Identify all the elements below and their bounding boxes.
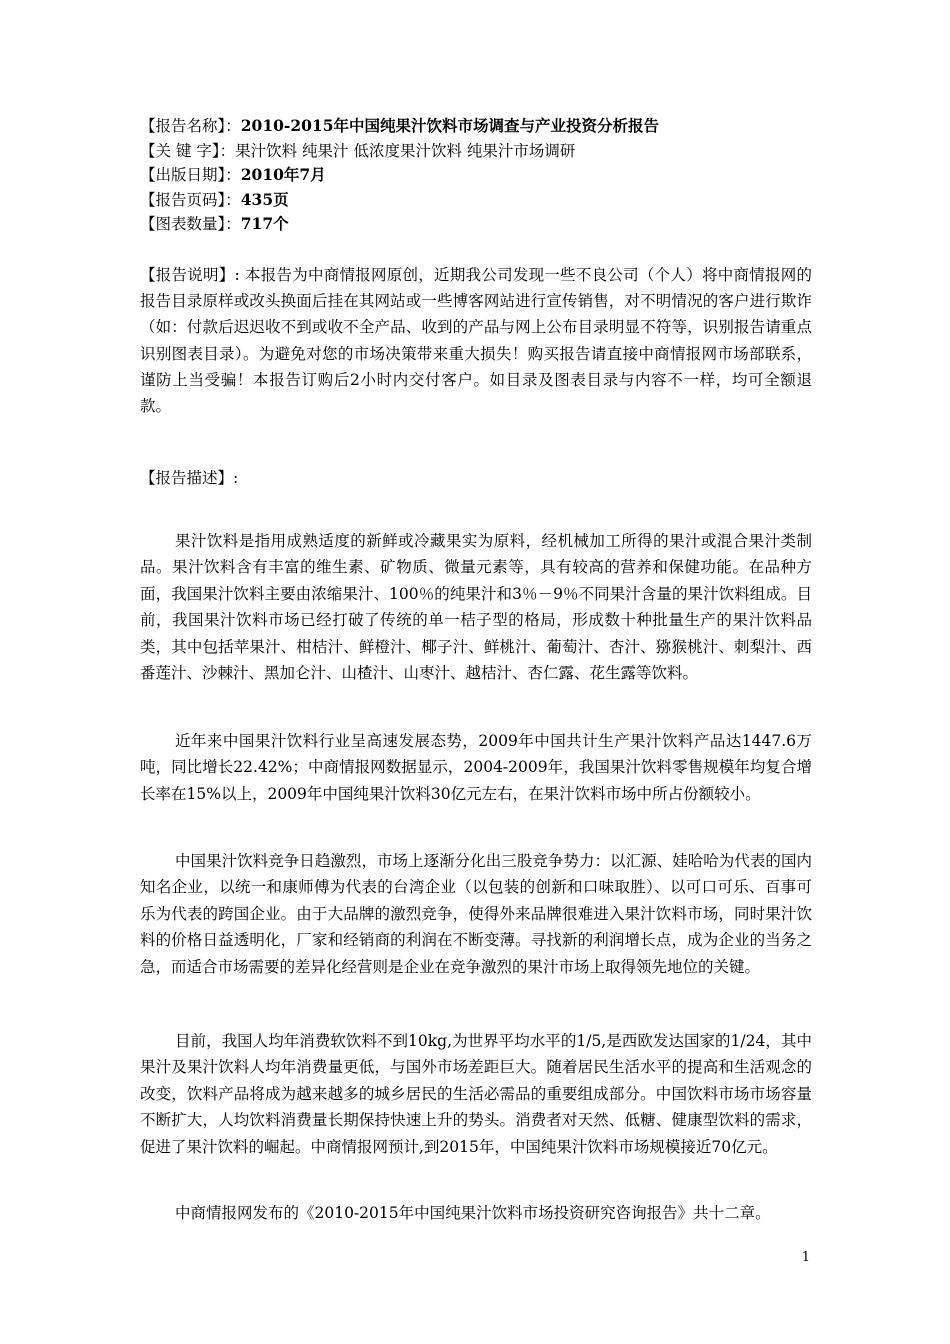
page-count-value: 435页	[240, 189, 289, 209]
page-number: 1	[801, 1250, 810, 1265]
keywords-label: 【关 键 字】：	[140, 141, 236, 160]
chart-count-value: 717个	[240, 214, 289, 233]
description-paragraph: 中国果汁饮料竞争日趋激烈，市场上逐渐分化出三股竞争势力：以汇源、娃哈哈为代表的国内知名企业，以统一和康师傅为代表的台湾企业（以包装的创新和口味取胜）、以可口可乐、百事可乐为代表的跨国企业。由于大品牌的激烈竞争，使得外来品牌很难进入果汁饮料市场，同时果汁饮料的价格日益透明化，厂家和经销商的利润在不断变薄。寻找新的利润增长点，成为企业的当务之急，而适合市场需要的差异化经营则是企业在竞争激烈的果汁市场上取得领先地位的关键。	[140, 851, 812, 976]
description-heading: 【报告描述】:	[140, 469, 239, 487]
report-name-value: 2010-2015年中国纯果汁饮料市场调查与产业投资分析报告	[240, 116, 659, 135]
report-notice: 【报告说明】: 本报告为中商情报网原创，近期我公司发现一些不良公司（个人）将中商情报网的报告目录原样或改头换面后挂在其网站或一些博客网站进行宣传销售，对不明情况的客户进行欺诈（如：付款后迟迟收不到或收不全产品、收到的产品与网上公布目录明显不符等，识别报告请重点识别图表目录）。为避免对您的市场决策带来重大损失！购买报告请直接中商情报网市场部联系，谨防上当受骗！本报告订购后2小时内交付客户。如目录及图表目录与内容不一样，均可全额退款。	[140, 266, 812, 416]
publish-date-row	[140, 163, 820, 188]
publish-date-label: 【出版日期】：	[140, 166, 241, 184]
description-paragraph: 近年来中国果汁饮料行业呈高速发展态势，2009年中国共计生产果汁饮料产品达1447.6万吨，同比增长22.42%；中商情报网数据显示，2004-2009年，我国果汁饮料零售规模年均复合增长率在15%以上，2009年中国纯果汁饮料30亿元左右，在果汁饮料市场中所占份额较小。	[140, 731, 812, 803]
page-count-row	[140, 188, 820, 213]
page-count-label: 【报告页码】：	[140, 190, 241, 209]
publish-date-value: 2010年7月	[240, 165, 326, 184]
chart-count-row	[140, 212, 820, 237]
report-name-row	[140, 114, 820, 139]
description-paragraph: 目前，我国人均年消费软饮料不到10kg,为世界平均水平的1/5,是西欧发达国家的1/24，其中果汁及果汁饮料人均年消费量更低，与国外市场差距巨大。随着居民生活水平的提高和生活观念的改变，饮料产品将成为越来越多的城乡居民的生活必需品的重要组成部分。中国饮料市场市场容量不断扩大，人均饮料消费量长期保持快速上升的势头。消费者对天然、低糖、健康型饮料的需求，促进了果汁饮料的崛起。中商情报网预计,到2015年，中国纯果汁饮料市场规模接近70亿元。	[140, 1031, 812, 1156]
report-name-label: 【报告名称】：	[140, 117, 241, 135]
keywords-row	[140, 139, 820, 164]
chart-count-label: 【图表数量】：	[140, 215, 241, 233]
description-paragraph: 果汁饮料是指用成熟适度的新鲜或冷藏果实为原料，经机械加工所得的果汁或混合果汁类制品。果汁饮料含有丰富的维生素、矿物质、微量元素等，具有较高的营养和保健功能。在品种方面，我国果汁饮料主要由浓缩果汁、100％的纯果汁和3％－9％不同果汁含量的果汁饮料组成。目前，我国果汁饮料市场已经打破了传统的单一桔子型的格局，形成数十种批量生产的果汁饮料品类，其中包括苹果汁、柑桔汁、鲜橙汁、椰子汁、鲜桃汁、葡萄汁、杏汁、猕猴桃汁、刺梨汁、西番莲汁、沙棘汁、黑加仑汁、山楂汁、山枣汁、越桔汁、杏仁露、花生露等饮料。	[140, 531, 812, 683]
keywords-value: 果汁饮料 纯果汁 低浓度果汁饮料 纯果汁市场调研	[235, 141, 576, 160]
description-paragraph: 中商情报网发布的《2010-2015年中国纯果汁饮料市场投资研究咨询报告》共十二章。	[175, 1203, 771, 1222]
report-meta	[140, 114, 820, 237]
